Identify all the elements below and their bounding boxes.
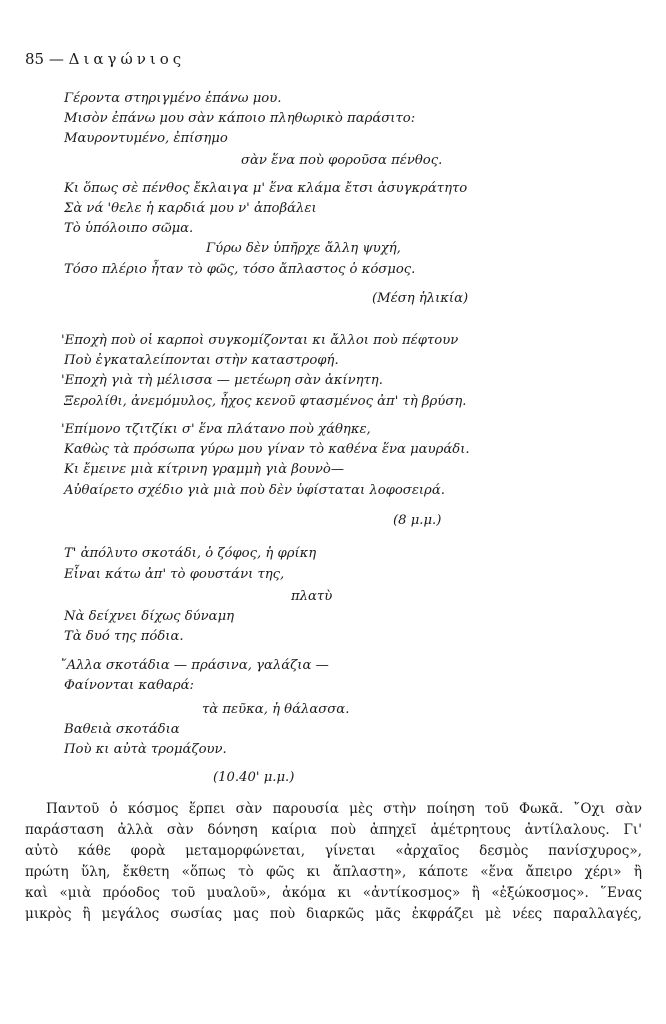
poem-line-indented: σὰν ἕνα ποὺ φοροῦσα πένθος. — [241, 153, 443, 168]
poem-line: 'Εποχὴ ποὺ οἱ καρποὶ συγκομίζονται κι ἄλλοι ποὺ πέφτουν — [61, 333, 459, 348]
poem-line: Βαθειὰ σκοτάδια — [64, 722, 180, 737]
poem-line: Μαυροντυμένο, ἐπίσημο — [64, 131, 228, 146]
poem-line: Φαίνονται καθαρά: — [64, 678, 194, 693]
poem-line: Αὐθαίρετο σχέδιο γιὰ μιὰ ποὺ δὲν ὑφίσταται λοφοσειρά. — [64, 483, 445, 498]
prose-line: μικρὸς ἢ μεγάλος σωσίας μας ποὺ διαρκῶς μᾶς ἐκφράζει μὲ νέες παραλλαγές, — [25, 906, 642, 922]
poem-line: Κι ἔμεινε μιὰ κίτρινη γραμμὴ γιὰ βουνὸ— — [64, 462, 345, 477]
section-caption: (8 μ.μ.) — [393, 513, 442, 528]
poem-line: Τὸ ὑπόλοιπο σῶμα. — [64, 221, 194, 236]
prose-line: πρώτη ὕλη, ἔκθετη «ὅπως τὸ φῶς κι ἄπλαστη», κάποτε «ἕνα ἄπειρο χέρι» ἢ — [25, 864, 642, 880]
running-header — [25, 50, 185, 68]
poem-line: Κι ὅπως σὲ πένθος ἔκλαιγα μ' ἕνα κλάμα ἔτσι ἀσυγκράτητο — [64, 181, 468, 196]
poem-line-indented: πλατὺ — [291, 589, 333, 604]
poem-line: Ξερολίθι, ἀνεμόμυλος, ἦχος κενοῦ φτασμένος ἀπ' τὴ βρύση. — [64, 394, 467, 409]
poem-line: Τὰ δυό της πόδια. — [64, 629, 184, 644]
poem-line: 'Εποχὴ γιὰ τὴ μέλισσα — μετέωρη σὰν ἀκίνητη. — [61, 373, 383, 388]
section-caption: (Μέση ἡλικία) — [372, 291, 469, 306]
poem-line: Τ' ἀπόλυτο σκοτάδι, ὁ ζόφος, ἡ φρίκη — [64, 546, 317, 561]
chapter-title: Διαγώνιος — [68, 50, 186, 68]
poem-line: Σὰ νά 'θελε ἡ καρδιά μου ν' ἀποβάλει — [64, 201, 317, 216]
poem-line: Καθὼς τὰ πρόσωπα γύρω μου γίναν τὸ καθένα ἕνα μαυράδι. — [64, 442, 470, 457]
prose-line: καὶ «μιὰ πρόοδος τοῦ μυαλοῦ», ἀκόμα κι «ἀντίκοσμος» ἢ «ἐξώκοσμος». ῞Ενας — [25, 885, 642, 901]
header-separator: — — [48, 50, 64, 68]
poem-line: Μισὸν ἐπάνω μου σὰν κάποιο πληθωρικὸ παράσιτο: — [64, 111, 416, 126]
poem-line: Γέροντα στηριγμένο ἐπάνω μου. — [64, 91, 282, 106]
prose-line: παράσταση ἀλλὰ σὰν δόνηση καίρια ποὺ ἀπηχεῖ ἀμέτρητους ἀντίλαλους. Γι' — [25, 822, 642, 838]
poem-line: ῎Αλλα σκοτάδια — πράσινα, γαλάζια — — [60, 658, 329, 673]
poem-line: Εἶναι κάτω ἀπ' τὸ φουστάνι της, — [64, 567, 285, 582]
section-caption: (10.40' μ.μ.) — [213, 770, 295, 785]
prose-line: αὐτὸ κάθε φορὰ μεταμορφώνεται, γίνεται «ἀρχαῖος δεσμὸς πανίσχυρος», — [25, 843, 642, 859]
poem-line-indented: Γύρω δὲν ὑπῆρχε ἄλλη ψυχή, — [206, 241, 401, 256]
poem-line: Ποὺ κι αὐτὰ τρομάζουν. — [64, 742, 227, 757]
poem-line: Νὰ δείχνει δίχως δύναμη — [64, 609, 235, 624]
page-number: 85 — [25, 50, 45, 68]
prose-line: Παντοῦ ὁ κόσμος ἕρπει σὰν παρουσία μὲς στὴν ποίηση τοῦ Φωκᾶ. ῎Οχι σὰν — [46, 801, 642, 817]
poem-line: 'Επίμονο τζιτζίκι σ' ἕνα πλάτανο ποὺ χάθηκε, — [61, 422, 371, 437]
poem-line: Ποὺ ἐγκαταλείπονται στὴν καταστροφή. — [64, 353, 339, 368]
poem-line: Τόσο πλέριο ἦταν τὸ φῶς, τόσο ἄπλαστος ὁ κόσμος. — [64, 262, 416, 277]
poem-line-indented: τὰ πεῦκα, ἡ θάλασσα. — [202, 702, 350, 717]
